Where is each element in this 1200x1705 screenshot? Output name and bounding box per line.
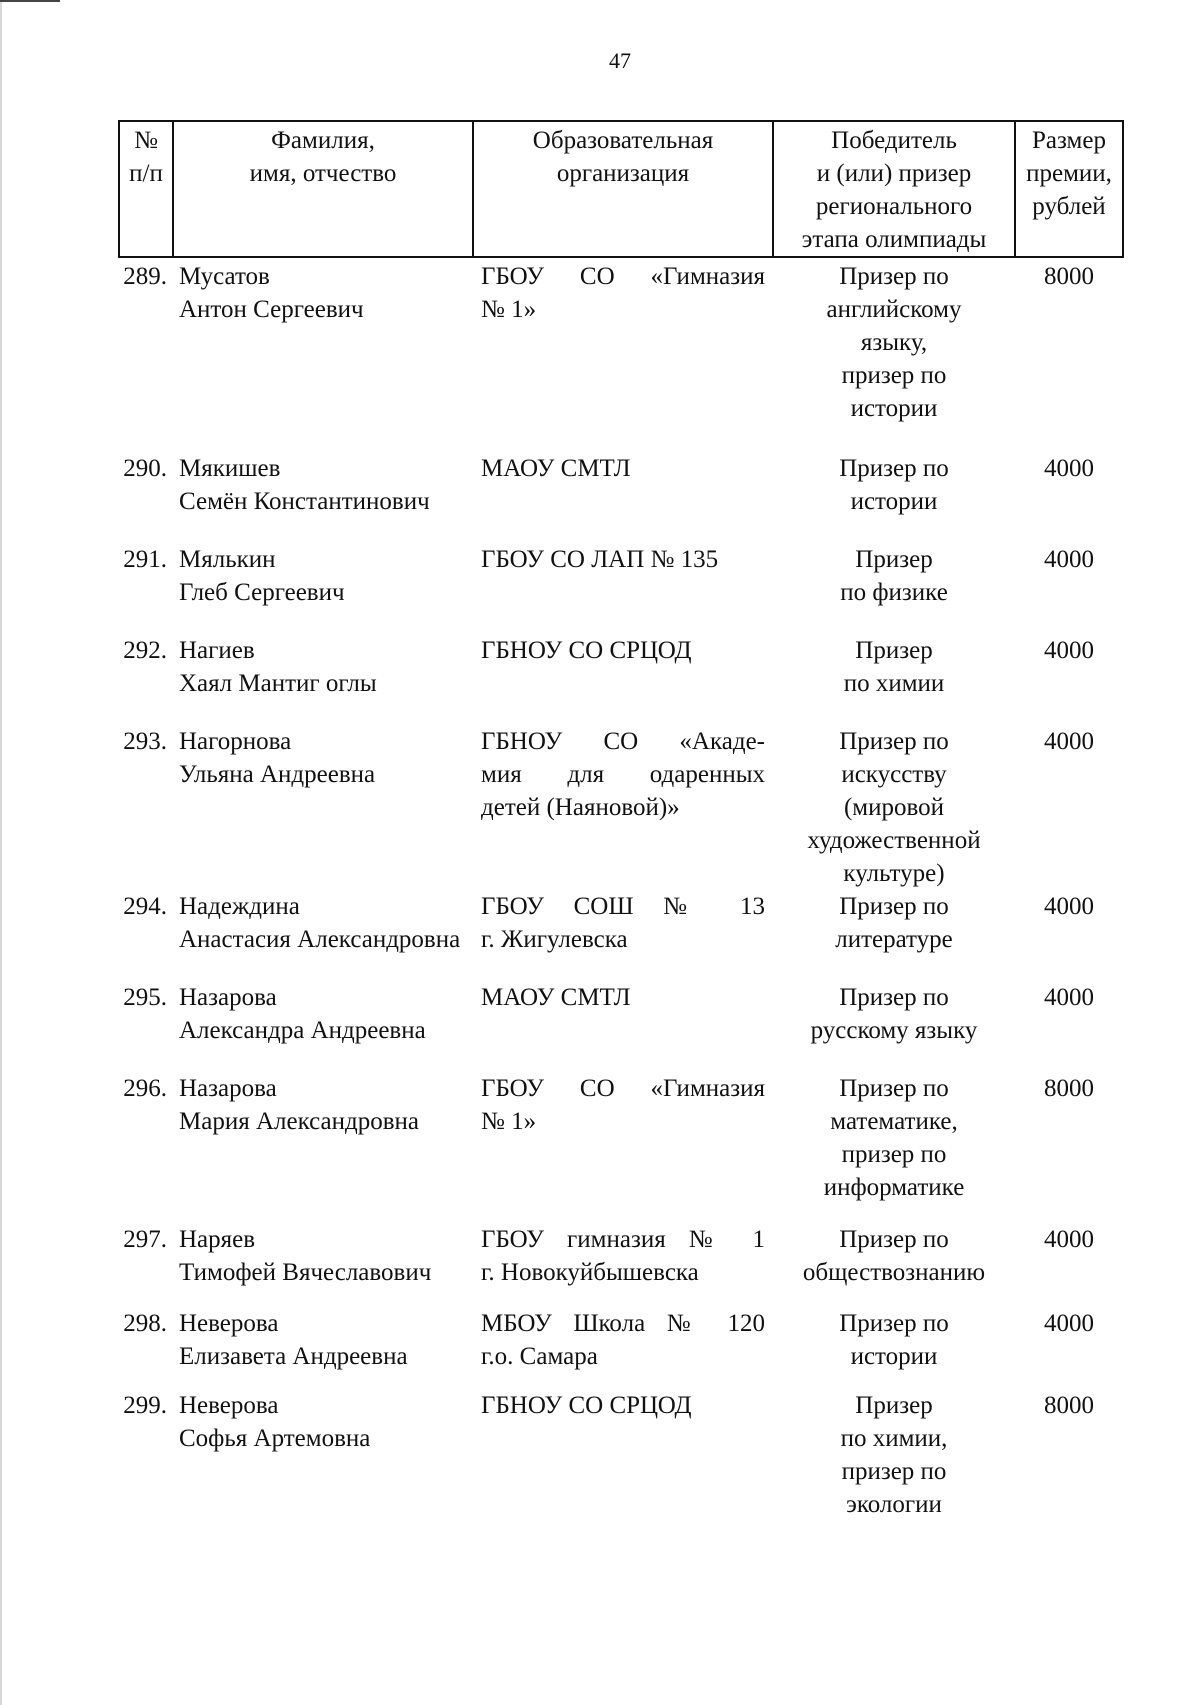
prize-amount: 4000: [1044, 455, 1094, 482]
award-line: искусству: [841, 761, 947, 788]
table-row: [119, 725, 1123, 890]
surname: Мялькин: [179, 546, 276, 573]
award-line: русскому языку: [810, 1017, 978, 1044]
surname: Нагорнова: [179, 728, 292, 755]
awards-table: [118, 120, 1124, 1529]
award-line: экологии: [846, 1491, 942, 1518]
page-number: 47: [609, 48, 631, 73]
award-status: [773, 890, 1015, 981]
award-status: [773, 1072, 1015, 1223]
award-line: по физике: [840, 579, 948, 606]
organization-line: г. Новокуйбышевска: [481, 1259, 699, 1286]
award-line: истории: [850, 1343, 938, 1370]
award-line: Призер по: [839, 1075, 949, 1102]
award-line: художественной: [807, 827, 981, 854]
surname: Мякишев: [179, 455, 281, 482]
surname: Неверова: [179, 1392, 279, 1419]
row-number: 291.: [123, 546, 167, 573]
organization: [473, 257, 773, 452]
award-status: [773, 543, 1015, 634]
organization-line: № 1»: [481, 296, 537, 323]
award-status: [773, 257, 1015, 452]
organization: [473, 890, 773, 981]
organization: [473, 452, 773, 543]
surname: Мусатов: [179, 263, 270, 290]
full-name: [173, 1223, 473, 1307]
prize-amount: 4000: [1044, 1226, 1094, 1253]
award-line: призер по: [841, 362, 947, 389]
award-line: истории: [850, 395, 938, 422]
full-name: [173, 725, 473, 890]
organization-line: МБОУ Школа № 120: [481, 1310, 765, 1337]
row-number: 289.: [123, 263, 167, 290]
award-line: Призер по: [839, 893, 949, 920]
award-line: истории: [850, 488, 938, 515]
organization: [473, 1307, 773, 1389]
organization-line: ГБОУ СО «Гимназия: [481, 1075, 765, 1102]
award-line: Призер по: [839, 1226, 949, 1253]
full-name: [173, 1389, 473, 1529]
table-row: [119, 543, 1123, 634]
scan-mark: [0, 0, 60, 2]
full-name: [173, 1072, 473, 1223]
organization-line: ГБОУ СО «Гимназия: [481, 263, 765, 290]
organization-line: № 1»: [481, 1108, 537, 1135]
prize-amount: 4000: [1044, 984, 1094, 1011]
prize-amount: 4000: [1044, 893, 1094, 920]
full-name: [173, 257, 473, 452]
organization-line: ГБНОУ СО СРЦОД: [481, 1392, 692, 1419]
organization: [473, 1389, 773, 1529]
award-status: [773, 1307, 1015, 1389]
organization: [473, 543, 773, 634]
award-line: математике,: [830, 1108, 958, 1135]
given-names: Тимофей Вячеславович: [179, 1259, 432, 1286]
given-names: Анастасия Александровна: [179, 926, 461, 953]
organization-line: МАОУ СМТЛ: [481, 455, 631, 482]
award-line: (мировой: [843, 794, 945, 821]
award-line: обществознанию: [802, 1259, 986, 1286]
scan-edge: [0, 0, 2, 1705]
award-line: Призер по: [839, 984, 949, 1011]
award-status: [773, 1223, 1015, 1307]
organization-line: ГБОУ СОШ № 13: [481, 893, 765, 920]
award-line: Призер: [855, 637, 933, 664]
given-names: Семён Константинович: [179, 488, 430, 515]
full-name: [173, 543, 473, 634]
organization-line: г. Жигулевска: [481, 926, 628, 953]
surname: Назарова: [179, 1075, 277, 1102]
given-names: Глеб Сергеевич: [179, 579, 345, 606]
award-status: [773, 1389, 1015, 1529]
given-names: Елизавета Андреевна: [179, 1343, 408, 1370]
prize-amount: 4000: [1044, 546, 1094, 573]
award-status: [773, 634, 1015, 725]
organization-line: мия для одаренных: [481, 761, 765, 788]
table-row: [119, 634, 1123, 725]
prize-amount: 8000: [1044, 1075, 1094, 1102]
award-line: литературе: [835, 926, 953, 953]
prize-amount: 4000: [1044, 637, 1094, 664]
organization-line: ГБНОУ СО «Акаде-: [481, 728, 765, 755]
row-number: 295.: [123, 984, 167, 1011]
surname: Неверова: [179, 1310, 279, 1337]
header-award: Победитель и (или) призер регионального этапа олимпиады: [773, 121, 1015, 257]
organization: [473, 725, 773, 890]
row-number: 298.: [123, 1310, 167, 1337]
full-name: [173, 1307, 473, 1389]
given-names: Антон Сергеевич: [179, 296, 364, 323]
award-line: Призер по: [839, 263, 949, 290]
given-names: Хаял Мантиг оглы: [179, 670, 377, 697]
organization-line: ГБНОУ СО СРЦОД: [481, 637, 692, 664]
header-prize: Размер премии, рублей: [1015, 121, 1123, 257]
table-body: [119, 257, 1123, 1529]
organization: [473, 1072, 773, 1223]
full-name: [173, 981, 473, 1072]
surname: Нагиев: [179, 637, 255, 664]
prize-amount: 8000: [1044, 263, 1094, 290]
prize-amount: 4000: [1044, 1310, 1094, 1337]
award-line: призер по: [841, 1458, 947, 1485]
prize-amount: 8000: [1044, 1392, 1094, 1419]
table-row: [119, 1223, 1123, 1307]
organization-line: ГБОУ гимназия № 1: [481, 1226, 765, 1253]
row-number: 297.: [123, 1226, 167, 1253]
row-number: 296.: [123, 1075, 167, 1102]
organization: [473, 981, 773, 1072]
table-row: [119, 1307, 1123, 1389]
organization-line: детей (Наяновой)»: [481, 794, 680, 821]
award-line: Призер по: [839, 455, 949, 482]
organization: [473, 1223, 773, 1307]
award-line: Призер: [855, 546, 933, 573]
surname: Назарова: [179, 984, 277, 1011]
row-number: 292.: [123, 637, 167, 664]
given-names: Ульяна Андреевна: [179, 761, 376, 788]
award-line: культуре): [843, 860, 945, 887]
full-name: [173, 634, 473, 725]
table-row: [119, 452, 1123, 543]
award-line: Призер по: [839, 1310, 949, 1337]
row-number: 299.: [123, 1392, 167, 1419]
given-names: Мария Александровна: [179, 1108, 419, 1135]
award-line: по химии: [843, 670, 945, 697]
organization-line: МАОУ СМТЛ: [481, 984, 631, 1011]
award-line: призер по: [841, 1141, 947, 1168]
table-header-row: [119, 121, 1123, 257]
surname: Наряев: [179, 1226, 256, 1253]
full-name: [173, 890, 473, 981]
full-name: [173, 452, 473, 543]
award-line: информатике: [823, 1174, 965, 1201]
organization-line: г.о. Самара: [481, 1343, 598, 1370]
header-num: № п/п: [119, 121, 173, 257]
table-row: [119, 257, 1123, 452]
header-name: Фамилия, имя, отчество: [173, 121, 473, 257]
given-names: Софья Артемовна: [179, 1425, 371, 1452]
header-org: Образовательная организация: [473, 121, 773, 257]
surname: Надеждина: [179, 893, 300, 920]
table-row: [119, 981, 1123, 1072]
award-status: [773, 452, 1015, 543]
prize-amount: 4000: [1044, 728, 1094, 755]
table-row: [119, 1072, 1123, 1223]
row-number: 293.: [123, 728, 167, 755]
award-status: [773, 725, 1015, 890]
award-line: языку,: [860, 329, 928, 356]
award-line: Призер: [855, 1392, 933, 1419]
organization: [473, 634, 773, 725]
award-line: по химии,: [840, 1425, 948, 1452]
table-row: [119, 890, 1123, 981]
given-names: Александра Андреевна: [179, 1017, 426, 1044]
table-row: [119, 1389, 1123, 1529]
award-status: [773, 981, 1015, 1072]
award-line: Призер по: [839, 728, 949, 755]
row-number: 290.: [123, 455, 167, 482]
organization-line: ГБОУ СО ЛАП № 135: [481, 546, 719, 573]
row-number: 294.: [123, 893, 167, 920]
award-line: английскому: [826, 296, 962, 323]
